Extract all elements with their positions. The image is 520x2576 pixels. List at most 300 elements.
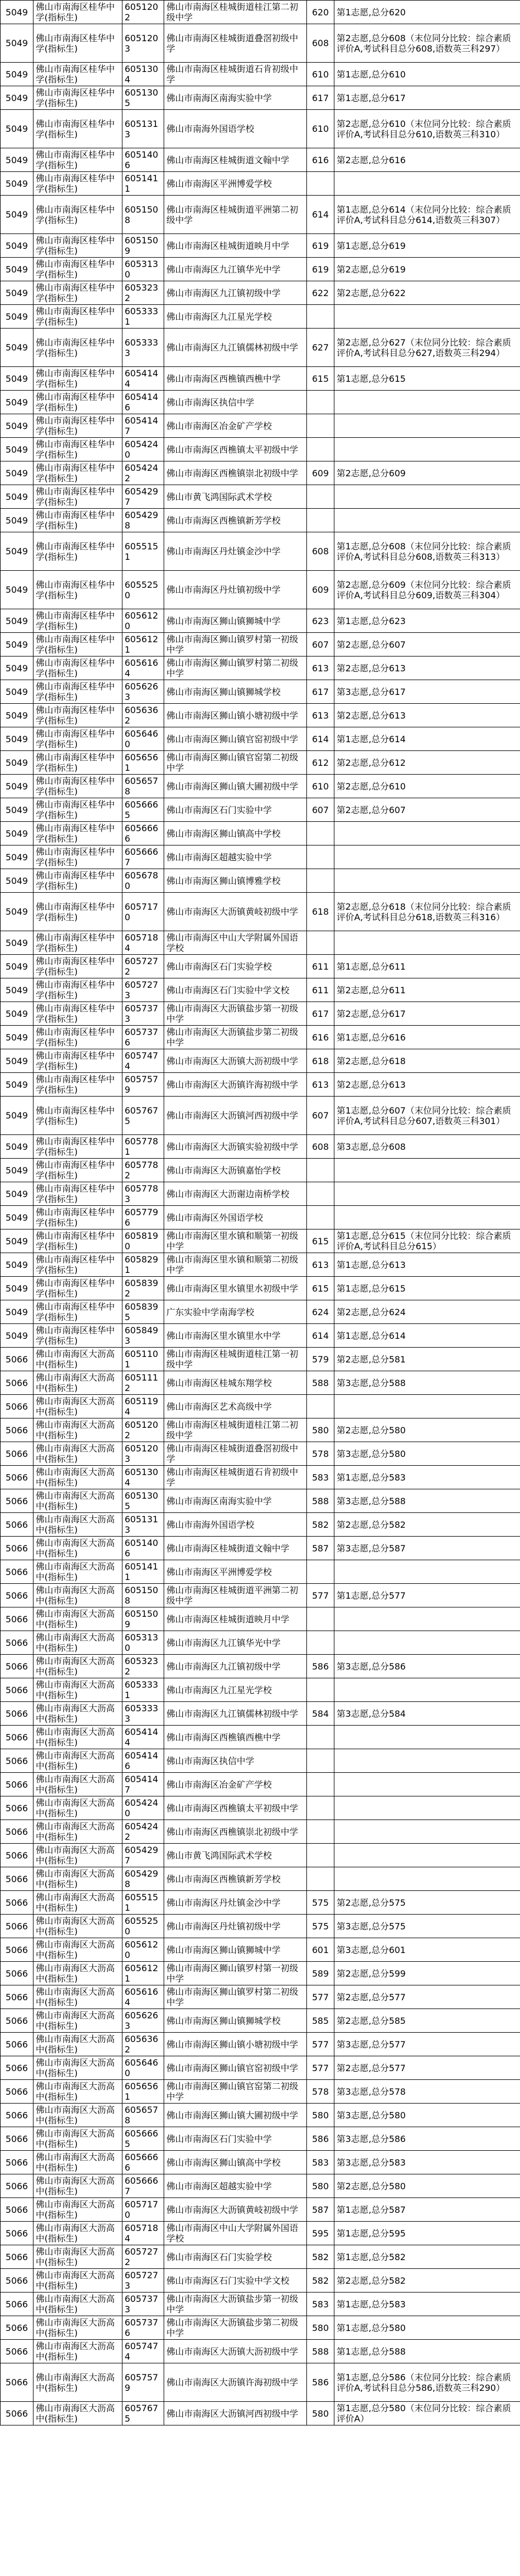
school-code-cell: 5049 — [1, 1182, 33, 1206]
middle-school-code-cell: 6056460 — [122, 2056, 164, 2080]
school-code-cell: 5049 — [1, 1097, 33, 1135]
table-row — [1, 461, 520, 485]
school-code-cell: 5049 — [1, 704, 33, 727]
school-name-cell: 佛山市南海区桂华中学(指标生) — [33, 893, 122, 931]
middle-school-name-cell: 佛山市南海区石门实验中学文校 — [164, 978, 307, 1002]
middle-school-name-cell: 佛山市南海区石门实验学校 — [164, 955, 307, 978]
score-cell: 613 — [307, 1073, 334, 1097]
school-name-cell: 佛山市南海区大沥高中(指标生) — [33, 1891, 122, 1915]
score-cell: 583 — [307, 2151, 334, 2174]
school-name-cell: 佛山市南海区桂华中学(指标生) — [33, 110, 122, 148]
score-cell — [307, 438, 334, 461]
score-cell — [307, 485, 334, 509]
school-name-cell: 佛山市南海区大沥高中(指标生) — [33, 1418, 122, 1442]
remark-cell — [334, 822, 520, 845]
middle-school-name-cell: 佛山市南海区大沥镇黄岐初级中学 — [164, 893, 307, 931]
score-cell — [307, 1749, 334, 1773]
middle-school-name-cell: 佛山市南海区桂城东翔学校 — [164, 1371, 307, 1395]
table-row — [1, 845, 520, 869]
middle-school-code-cell: 6053130 — [122, 258, 164, 281]
score-cell — [307, 1773, 334, 1796]
middle-school-code-cell: 6051202 — [122, 1418, 164, 1442]
middle-school-code-cell: 6051203 — [122, 24, 164, 63]
remark-cell — [334, 1560, 520, 1584]
school-code-cell: 5066 — [1, 2009, 33, 2033]
middle-school-code-cell: 6055151 — [122, 532, 164, 571]
middle-school-name-cell: 佛山市南海区大沥镇许海初级中学 — [164, 2363, 307, 2402]
table-row — [1, 86, 520, 110]
school-name-cell: 佛山市南海区桂华中学(指标生) — [33, 1159, 122, 1182]
school-name-cell: 佛山市南海区桂华中学(指标生) — [33, 391, 122, 414]
middle-school-name-cell: 佛山市南海区冶金矿产学校 — [164, 1773, 307, 1796]
middle-school-name-cell: 佛山市南海区狮山镇博雅学校 — [164, 869, 307, 893]
score-cell: 582 — [307, 2269, 334, 2293]
middle-school-code-cell: 6055250 — [122, 1915, 164, 1938]
middle-school-name-cell: 佛山市南海区里水镇里水初级中学 — [164, 1277, 307, 1300]
middle-school-code-cell: 6056561 — [122, 751, 164, 775]
school-name-cell: 佛山市南海区桂华中学(指标生) — [33, 509, 122, 532]
school-name-cell: 佛山市南海区桂华中学(指标生) — [33, 63, 122, 86]
school-name-cell: 佛山市南海区桂华中学(指标生) — [33, 148, 122, 172]
table-row — [1, 1324, 520, 1348]
remark-cell — [334, 438, 520, 461]
middle-school-code-cell: 6056667 — [122, 2174, 164, 2198]
table-row — [1, 1159, 520, 1182]
middle-school-name-cell: 佛山市南海区丹灶镇初级中学 — [164, 571, 307, 609]
table-row — [1, 571, 520, 609]
school-name-cell: 佛山市南海区大沥高中(指标生) — [33, 2340, 122, 2363]
middle-school-name-cell: 佛山市南海区超越实验中学 — [164, 2174, 307, 2198]
middle-school-name-cell: 佛山市南海区里水镇和顺第一初级中学 — [164, 1229, 307, 1253]
school-code-cell: 5049 — [1, 727, 33, 751]
middle-school-code-cell: 6051305 — [122, 1489, 164, 1513]
middle-school-code-cell: 6056263 — [122, 680, 164, 704]
middle-school-code-cell: 6056667 — [122, 845, 164, 869]
middle-school-name-cell: 佛山市南海区桂城街道桂江第二初级中学 — [164, 1, 307, 24]
middle-school-code-cell: 6051202 — [122, 1, 164, 24]
school-code-cell: 5066 — [1, 1371, 33, 1395]
school-code-cell: 5049 — [1, 305, 33, 329]
middle-school-code-cell: 6057579 — [122, 2363, 164, 2402]
remark-cell: 第1志愿,总分613 — [334, 1253, 520, 1277]
table-row — [1, 1371, 520, 1395]
middle-school-name-cell: 佛山市南海区里水镇和顺第二初级中学 — [164, 1253, 307, 1277]
remark-cell: 第2志愿,总分580 — [334, 2174, 520, 2198]
middle-school-code-cell: 6051508 — [122, 1584, 164, 1607]
table-row — [1, 1182, 520, 1206]
school-name-cell: 佛山市南海区桂华中学(指标生) — [33, 24, 122, 63]
remark-cell: 第1志愿,总分614 — [334, 727, 520, 751]
school-code-cell: 5066 — [1, 1938, 33, 1962]
table-row — [1, 656, 520, 680]
school-name-cell: 佛山市南海区大沥高中(指标生) — [33, 1513, 122, 1537]
table-row — [1, 775, 520, 798]
score-cell: 613 — [307, 704, 334, 727]
school-code-cell: 5066 — [1, 2056, 33, 2080]
school-code-cell: 5049 — [1, 1049, 33, 1073]
middle-school-code-cell: 6056263 — [122, 2009, 164, 2033]
middle-school-name-cell: 佛山市南海区大沥谢边南桥学校 — [164, 1182, 307, 1206]
table-row — [1, 485, 520, 509]
school-code-cell: 5049 — [1, 1277, 33, 1300]
middle-school-name-cell: 佛山市南海区九江镇华光中学 — [164, 258, 307, 281]
remark-cell — [334, 1820, 520, 1844]
school-name-cell: 佛山市南海区桂华中学(指标生) — [33, 196, 122, 234]
school-code-cell: 5066 — [1, 1584, 33, 1607]
score-cell — [307, 1395, 334, 1418]
score-cell: 610 — [307, 63, 334, 86]
middle-school-name-cell: 佛山市南海区狮山镇罗村第二初级中学 — [164, 656, 307, 680]
school-name-cell: 佛山市南海区大沥高中(指标生) — [33, 1607, 122, 1631]
remark-cell: 第2志愿,总分624 — [334, 1300, 520, 1324]
score-cell: 610 — [307, 775, 334, 798]
table-row — [1, 869, 520, 893]
school-code-cell: 5066 — [1, 1962, 33, 1985]
table-row — [1, 391, 520, 414]
middle-school-name-cell: 佛山市南海区西樵镇太平初级中学 — [164, 1796, 307, 1820]
remark-cell — [334, 509, 520, 532]
table-row — [1, 633, 520, 656]
school-name-cell: 佛山市南海区桂华中学(指标生) — [33, 955, 122, 978]
remark-cell — [334, 485, 520, 509]
middle-school-code-cell: 6056780 — [122, 869, 164, 893]
middle-school-name-cell: 佛山市黄飞鸿国际武术学校 — [164, 1844, 307, 1867]
middle-school-name-cell: 佛山市南海区大沥镇河西初级中学 — [164, 2402, 307, 2425]
score-cell: 607 — [307, 633, 334, 656]
table-row — [1, 172, 520, 196]
table-row — [1, 2033, 520, 2056]
table-row — [1, 1026, 520, 1049]
remark-cell — [334, 1206, 520, 1229]
middle-school-name-cell: 佛山市南海区九江镇华光中学 — [164, 1631, 307, 1655]
middle-school-code-cell: 6057474 — [122, 1049, 164, 1073]
school-name-cell: 佛山市南海区大沥高中(指标生) — [33, 2151, 122, 2174]
school-code-cell: 5049 — [1, 234, 33, 258]
table-row — [1, 1678, 520, 1702]
remark-cell: 第2志愿,总分577 — [334, 2056, 520, 2080]
middle-school-name-cell: 佛山市南海区九江镇初级中学 — [164, 281, 307, 305]
table-row — [1, 2056, 520, 2080]
table-row — [1, 329, 520, 367]
school-name-cell: 佛山市南海区大沥高中(指标生) — [33, 2174, 122, 2198]
table-row — [1, 1466, 520, 1489]
middle-school-name-cell: 佛山市南海区南海实验中学 — [164, 86, 307, 110]
middle-school-name-cell: 佛山市南海区西樵镇西樵中学 — [164, 1726, 307, 1749]
middle-school-code-cell: 6051112 — [122, 1371, 164, 1395]
middle-school-name-cell: 佛山市南海区狮山镇大圃初级中学 — [164, 2104, 307, 2127]
school-name-cell: 佛山市南海区桂华中学(指标生) — [33, 978, 122, 1002]
table-row — [1, 1489, 520, 1513]
remark-cell: 第3志愿,总分584 — [334, 1702, 520, 1726]
score-cell: 617 — [307, 86, 334, 110]
score-cell: 586 — [307, 2363, 334, 2402]
middle-school-code-cell: 6056362 — [122, 2033, 164, 2056]
remark-cell: 第1志愿,总分587 — [334, 2198, 520, 2222]
table-row — [1, 1607, 520, 1631]
school-name-cell: 佛山市南海区大沥高中(指标生) — [33, 1938, 122, 1962]
school-code-cell: 5066 — [1, 2363, 33, 2402]
table-row — [1, 2080, 520, 2104]
middle-school-name-cell: 佛山市南海区桂城街道平洲第二初级中学 — [164, 1584, 307, 1607]
middle-school-code-cell: 6051313 — [122, 1513, 164, 1537]
score-cell: 611 — [307, 955, 334, 978]
middle-school-name-cell: 佛山市南海区狮山镇罗村第二初级中学 — [164, 1985, 307, 2009]
school-code-cell: 5049 — [1, 633, 33, 656]
middle-school-name-cell: 佛山市南海区狮山镇高中学校 — [164, 822, 307, 845]
table-row — [1, 1796, 520, 1820]
school-name-cell: 佛山市南海区桂华中学(指标生) — [33, 1229, 122, 1253]
middle-school-name-cell: 佛山市南海区桂城街道映月中学 — [164, 234, 307, 258]
remark-cell — [334, 1796, 520, 1820]
school-name-cell: 佛山市南海区桂华中学(指标生) — [33, 1206, 122, 1229]
school-name-cell: 佛山市南海区桂华中学(指标生) — [33, 704, 122, 727]
table-row — [1, 609, 520, 633]
score-cell — [307, 845, 334, 869]
middle-school-code-cell: 6053232 — [122, 281, 164, 305]
remark-cell: 第2志愿,总分619 — [334, 258, 520, 281]
score-cell — [307, 1820, 334, 1844]
school-code-cell: 5066 — [1, 1537, 33, 1560]
middle-school-code-cell: 6054146 — [122, 391, 164, 414]
middle-school-name-cell: 佛山市南海区狮山镇小塘初级中学 — [164, 704, 307, 727]
school-name-cell: 佛山市南海区桂华中学(指标生) — [33, 798, 122, 822]
school-name-cell: 佛山市南海区大沥高中(指标生) — [33, 1371, 122, 1395]
middle-school-code-cell: 6051305 — [122, 86, 164, 110]
school-code-cell: 5049 — [1, 571, 33, 609]
remark-cell: 第2志愿,总分612 — [334, 751, 520, 775]
middle-school-code-cell: 6051194 — [122, 1395, 164, 1418]
middle-school-name-cell: 佛山市南海区艺术高级中学 — [164, 1395, 307, 1418]
table-row — [1, 1277, 520, 1300]
remark-cell: 第2志愿,总分582 — [334, 1513, 520, 1537]
remark-cell: 第2志愿,总分613 — [334, 704, 520, 727]
score-cell: 624 — [307, 1300, 334, 1324]
middle-school-name-cell: 佛山市南海区大沥镇盐步第二初级中学 — [164, 2316, 307, 2340]
table-row — [1, 2104, 520, 2127]
score-cell: 579 — [307, 1348, 334, 1371]
school-name-cell: 佛山市南海区桂华中学(指标生) — [33, 438, 122, 461]
score-cell: 580 — [307, 2104, 334, 2127]
remark-cell: 第1志愿,总分614（末位同分比较：综合素质评价A,考试科目总分614,语数英三科307） — [334, 196, 520, 234]
school-code-cell: 5066 — [1, 2127, 33, 2151]
remark-cell: 第2志愿,总分610（末位同分比较：综合素质评价A,考试科目总分610,语数英三科310） — [334, 110, 520, 148]
score-cell: 587 — [307, 2198, 334, 2222]
remark-cell: 第3志愿,总分575 — [334, 1915, 520, 1938]
middle-school-name-cell: 佛山市南海区大沥镇盐步第一初级中学 — [164, 2293, 307, 2316]
score-cell: 580 — [307, 1418, 334, 1442]
school-code-cell: 5066 — [1, 1489, 33, 1513]
middle-school-name-cell: 佛山市南海区狮山镇狮城中学 — [164, 609, 307, 633]
middle-school-code-cell: 6057474 — [122, 2340, 164, 2363]
table-row — [1, 1253, 520, 1277]
middle-school-code-cell: 6057376 — [122, 1026, 164, 1049]
remark-cell — [334, 845, 520, 869]
middle-school-code-cell: 6051313 — [122, 110, 164, 148]
score-cell: 609 — [307, 461, 334, 485]
school-code-cell: 5066 — [1, 2293, 33, 2316]
table-row — [1, 2151, 520, 2174]
remark-cell: 第1志愿,总分588 — [334, 2340, 520, 2363]
remark-cell — [334, 1631, 520, 1655]
school-name-cell: 佛山市南海区大沥高中(指标生) — [33, 1702, 122, 1726]
school-code-cell: 5049 — [1, 1300, 33, 1324]
middle-school-code-cell: 6051406 — [122, 148, 164, 172]
score-cell — [307, 172, 334, 196]
middle-school-code-cell: 6051509 — [122, 1607, 164, 1631]
table-row — [1, 1229, 520, 1253]
middle-school-code-cell: 6057170 — [122, 2198, 164, 2222]
score-cell — [307, 305, 334, 329]
remark-cell: 第1志愿,总分611 — [334, 955, 520, 978]
school-code-cell: 5066 — [1, 2104, 33, 2127]
remark-cell: 第2志愿,总分582 — [334, 2269, 520, 2293]
school-name-cell: 佛山市南海区大沥高中(指标生) — [33, 2269, 122, 2293]
school-name-cell: 佛山市南海区桂华中学(指标生) — [33, 414, 122, 438]
table-row — [1, 24, 520, 63]
middle-school-name-cell: 佛山市南海区大沥镇盐步第二初级中学 — [164, 1026, 307, 1049]
table-row — [1, 1513, 520, 1537]
middle-school-code-cell: 6053232 — [122, 1655, 164, 1678]
middle-school-code-cell: 6051411 — [122, 172, 164, 196]
middle-school-code-cell: 6055250 — [122, 571, 164, 609]
score-cell: 588 — [307, 2340, 334, 2363]
school-code-cell: 5049 — [1, 1135, 33, 1159]
remark-cell: 第3志愿,总分580 — [334, 1442, 520, 1466]
score-cell: 623 — [307, 609, 334, 633]
school-name-cell: 佛山市南海区桂华中学(指标生) — [33, 1277, 122, 1300]
school-code-cell: 5066 — [1, 1749, 33, 1773]
table-row — [1, 281, 520, 305]
middle-school-code-cell: 6054240 — [122, 1796, 164, 1820]
school-code-cell: 5049 — [1, 1159, 33, 1182]
score-cell — [307, 1159, 334, 1182]
remark-cell: 第3志愿,总分588 — [334, 1489, 520, 1513]
remark-cell: 第3志愿,总分588 — [334, 1371, 520, 1395]
middle-school-code-cell: 6056121 — [122, 633, 164, 656]
remark-cell: 第1志愿,总分608（末位同分比较：综合素质评价A,考试科目总分608,语数英三科313） — [334, 532, 520, 571]
school-name-cell: 佛山市南海区桂华中学(指标生) — [33, 931, 122, 955]
remark-cell — [334, 1773, 520, 1796]
score-cell: 587 — [307, 1537, 334, 1560]
score-cell: 607 — [307, 798, 334, 822]
remark-cell: 第1志愿,总分614 — [334, 1324, 520, 1348]
middle-school-name-cell: 佛山市南海区狮山镇小塘初级中学 — [164, 2033, 307, 2056]
remark-cell: 第1志愿,总分583 — [334, 1466, 520, 1489]
school-name-cell: 佛山市南海区桂华中学(指标生) — [33, 532, 122, 571]
remark-cell: 第1志愿,总分610 — [334, 63, 520, 86]
score-cell — [307, 414, 334, 438]
middle-school-code-cell: 6057796 — [122, 1206, 164, 1229]
school-code-cell: 5049 — [1, 680, 33, 704]
score-cell: 588 — [307, 1489, 334, 1513]
school-code-cell: 5049 — [1, 63, 33, 86]
table-row — [1, 2174, 520, 2198]
school-code-cell: 5066 — [1, 1773, 33, 1796]
middle-school-name-cell: 佛山市南海区桂城街道映月中学 — [164, 1607, 307, 1631]
remark-cell: 第3志愿,总分587 — [334, 1537, 520, 1560]
school-name-cell: 佛山市南海区大沥高中(指标生) — [33, 1631, 122, 1655]
remark-cell: 第3志愿,总分580 — [334, 2104, 520, 2127]
school-code-cell: 5049 — [1, 148, 33, 172]
school-code-cell: 5049 — [1, 931, 33, 955]
remark-cell: 第1志愿,总分583 — [334, 2293, 520, 2316]
remark-cell: 第1志愿,总分615 — [334, 1277, 520, 1300]
school-code-cell: 5049 — [1, 798, 33, 822]
score-cell: 588 — [307, 1371, 334, 1395]
table-row — [1, 822, 520, 845]
score-cell: 620 — [307, 1, 334, 24]
remark-cell: 第2志愿,总分617 — [334, 1002, 520, 1026]
remark-cell: 第2志愿,总分616 — [334, 148, 520, 172]
table-row — [1, 1300, 520, 1324]
middle-school-code-cell: 6057373 — [122, 1002, 164, 1026]
remark-cell — [334, 1867, 520, 1891]
school-code-cell: 5066 — [1, 1726, 33, 1749]
school-code-cell: 5049 — [1, 1, 33, 24]
school-name-cell: 佛山市南海区桂华中学(指标生) — [33, 1049, 122, 1073]
middle-school-code-cell: 6056665 — [122, 798, 164, 822]
middle-school-name-cell: 佛山市南海区大沥镇许海初级中学 — [164, 1073, 307, 1097]
score-cell — [307, 1182, 334, 1206]
remark-cell: 第2志愿,总分575 — [334, 1891, 520, 1915]
middle-school-code-cell: 6051304 — [122, 1466, 164, 1489]
school-name-cell: 佛山市南海区大沥高中(指标生) — [33, 1773, 122, 1796]
score-cell: 618 — [307, 893, 334, 931]
middle-school-name-cell: 佛山市南海区狮山镇狮城学校 — [164, 2009, 307, 2033]
table-row — [1, 1537, 520, 1560]
table-row — [1, 2293, 520, 2316]
school-code-cell: 5066 — [1, 2080, 33, 2104]
middle-school-name-cell: 佛山市南海外国语学校 — [164, 1513, 307, 1537]
school-code-cell: 5049 — [1, 414, 33, 438]
score-cell — [307, 1678, 334, 1702]
remark-cell: 第1志愿,总分580（末位同分比较：综合素质评价A） — [334, 2402, 520, 2425]
remark-cell: 第1志愿,总分595 — [334, 2222, 520, 2245]
school-name-cell: 佛山市南海区大沥高中(指标生) — [33, 1466, 122, 1489]
middle-school-code-cell: 6056164 — [122, 1985, 164, 2009]
middle-school-name-cell: 佛山市南海区石门实验学校 — [164, 2245, 307, 2269]
middle-school-name-cell: 佛山市南海区大沥镇大沥初级中学 — [164, 1049, 307, 1073]
table-row — [1, 509, 520, 532]
remark-cell: 第3志愿,总分577 — [334, 2033, 520, 2056]
score-cell: 595 — [307, 2222, 334, 2245]
school-code-cell: 5066 — [1, 1513, 33, 1537]
school-name-cell: 佛山市南海区桂华中学(指标生) — [33, 485, 122, 509]
score-cell: 612 — [307, 751, 334, 775]
school-code-cell: 5049 — [1, 110, 33, 148]
school-name-cell: 佛山市南海区大沥高中(指标生) — [33, 2127, 122, 2151]
school-name-cell: 佛山市南海区桂华中学(指标生) — [33, 305, 122, 329]
middle-school-code-cell: 6056666 — [122, 822, 164, 845]
remark-cell: 第1志愿,总分607（末位同分比较：综合素质评价A,考试科目总分607,语数英三科301） — [334, 1097, 520, 1135]
school-name-cell: 佛山市南海区桂华中学(指标生) — [33, 869, 122, 893]
score-cell: 613 — [307, 1253, 334, 1277]
score-cell: 578 — [307, 2080, 334, 2104]
middle-school-code-cell: 6054242 — [122, 461, 164, 485]
school-code-cell: 5066 — [1, 1418, 33, 1442]
school-name-cell: 佛山市南海区桂华中学(指标生) — [33, 822, 122, 845]
score-cell: 609 — [307, 571, 334, 609]
middle-school-name-cell: 佛山市南海区桂城街道文翰中学 — [164, 1537, 307, 1560]
table-row — [1, 1773, 520, 1796]
school-code-cell: 5049 — [1, 869, 33, 893]
remark-cell: 第2志愿,总分608（末位同分比较：综合素质评价A,考试科目总分608,语数英三科297） — [334, 24, 520, 63]
school-code-cell: 5049 — [1, 822, 33, 845]
middle-school-code-cell: 6051101 — [122, 1348, 164, 1371]
table-row — [1, 110, 520, 148]
score-cell: 608 — [307, 1135, 334, 1159]
school-name-cell: 佛山市南海区桂华中学(指标生) — [33, 727, 122, 751]
